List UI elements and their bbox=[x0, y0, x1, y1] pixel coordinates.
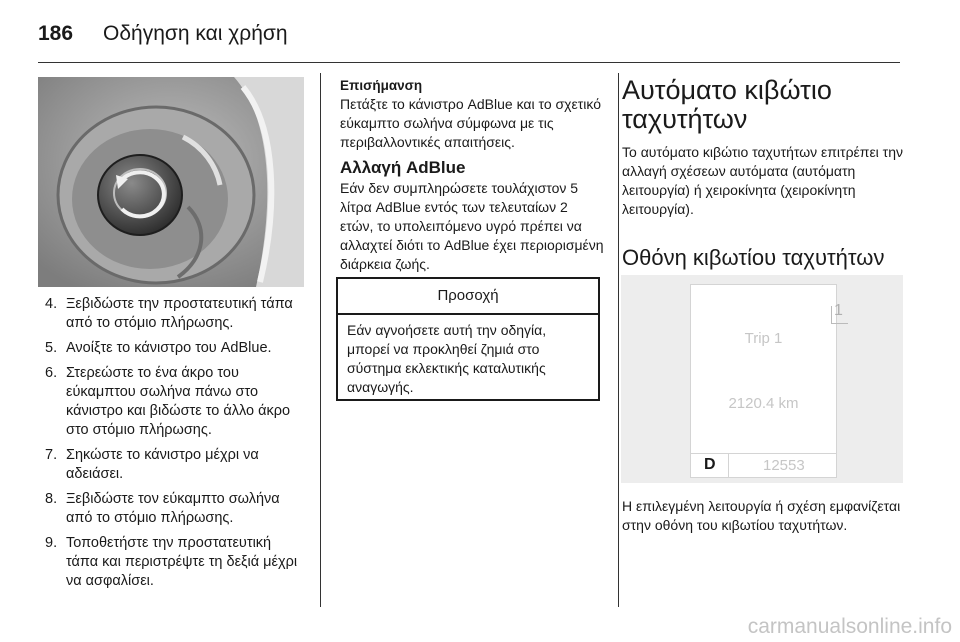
trip-distance: 2120.4 km bbox=[728, 395, 799, 412]
display-divider bbox=[691, 453, 836, 454]
selector-position: D bbox=[704, 456, 716, 473]
page-number: 186 bbox=[38, 22, 74, 45]
notice-heading: Επισήμανση bbox=[340, 78, 423, 93]
list-item: 8. Ξεβιδώστε τον εύκαμπτο σωλήνα από το στόμιο πλήρωσης. bbox=[45, 491, 280, 526]
display-divider-vertical bbox=[728, 453, 729, 477]
notice-text: Πετάξτε το κάνιστρο AdBlue και το σχετικό εύκαμπτο σωλήνα σύμφωνα με τις περιβαλλοντικές απαιτήσεις. bbox=[340, 96, 602, 150]
steps-list bbox=[45, 295, 307, 597]
automatic-transmission-heading: Αυτόματο κιβώτιο ταχυτήτων bbox=[622, 75, 832, 134]
adblue-change-heading: Αλλαγή AdBlue bbox=[340, 158, 466, 177]
column-divider-2 bbox=[618, 73, 619, 607]
header-rule bbox=[38, 62, 900, 63]
trip-label: Trip 1 bbox=[744, 330, 783, 347]
adblue-change-text: Εάν δεν συμπληρώσετε τουλάχιστον 5 λίτρα AdBlue εντός των τελευταίων 2 ετών, το υπολειπόμενο υγρό πρέπει να αλλαχτεί διότι το AdBlue έχει περιορισμένη διάρκεια ζωής. bbox=[340, 180, 604, 272]
fuel-filler-illustration bbox=[38, 77, 304, 287]
transmission-display-heading: Οθόνη κιβωτίου ταχυτήτων bbox=[622, 245, 885, 270]
gear-number: 1 bbox=[834, 302, 843, 319]
caution-text: Εάν αγνοήσετε αυτή την οδηγία, μπορεί να προκληθεί ζημιά στο σύστημα εκλεκτικής καταλυτικής αναγωγής. bbox=[347, 322, 547, 395]
list-item: 7. Σηκώστε το κάνιστρο μέχρι να αδειάσει. bbox=[45, 447, 259, 482]
caution-box bbox=[336, 277, 600, 401]
list-item: 9. Τοποθετήστε την προστατευτική τάπα και περιστρέψτε τη δεξιά μέχρι να ασφαλίσει. bbox=[45, 535, 298, 589]
column-divider-1 bbox=[320, 73, 321, 607]
fuel-filler-photo bbox=[38, 77, 304, 287]
page-title: Οδήγηση και χρήση bbox=[103, 22, 288, 45]
transmission-display-text: Η επιλεγμένη λειτουργία ή σχέση εμφανίζεται στην οθόνη του κιβωτίου ταχυτήτων. bbox=[622, 498, 901, 533]
display-screen bbox=[690, 284, 843, 478]
automatic-transmission-text: Το αυτόματο κιβώτιο ταχυτήτων επιτρέπει την αλλαγή σχέσεων αυτόματα (αυτόματη λειτουργία) ή χειροκίνητα (χειροκίνητη λειτουργία). bbox=[622, 144, 903, 217]
watermark: carmanualsonline.info bbox=[747, 615, 952, 638]
transmission-display-figure bbox=[621, 275, 903, 483]
list-item: 5. Ανοίξτε το κάνιστρο του AdBlue. bbox=[45, 340, 272, 356]
list-item: 4. Ξεβιδώστε την προστατευτική τάπα από το στόμιο πλήρωσης. bbox=[45, 296, 293, 331]
list-item: 6. Στερεώστε το ένα άκρο του εύκαμπτου σωλήνα πάνω στο κάνιστρο και βιδώστε το άλλο άκρο στο στόμιο πλήρωσης. bbox=[45, 365, 291, 438]
caution-heading: Προσοχή bbox=[338, 279, 598, 315]
odometer-value: 12553 bbox=[763, 457, 805, 474]
